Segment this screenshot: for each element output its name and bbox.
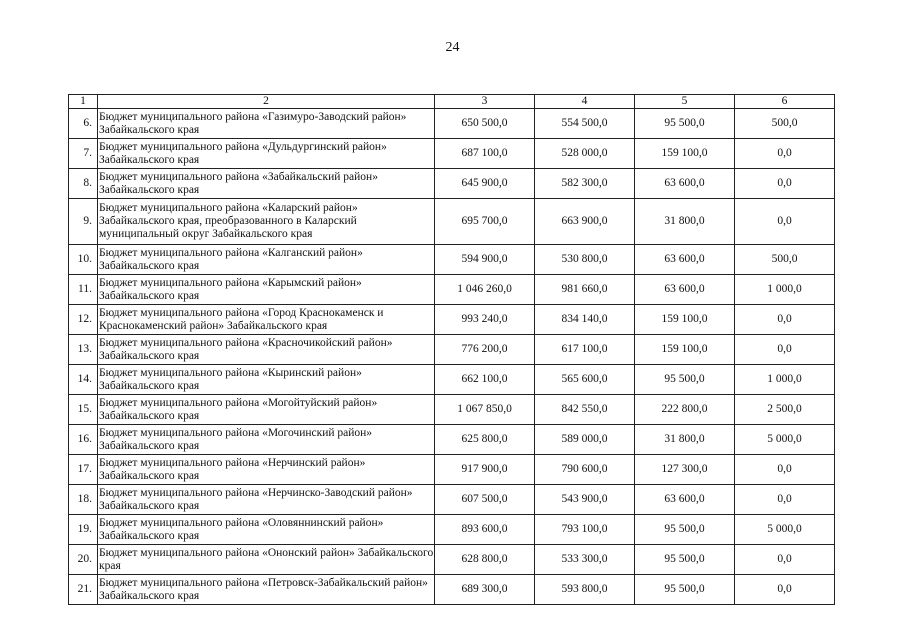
table-row xyxy=(69,395,835,425)
column-header-6: 6 xyxy=(735,95,835,109)
budget-name: Бюджет муниципального района «Кыринский район» Забайкальского края xyxy=(98,365,435,395)
cell-col5: 63 600,0 xyxy=(635,485,735,515)
row-number: 18. xyxy=(69,485,98,515)
column-header-3: 3 xyxy=(435,95,535,109)
cell-col6: 0,0 xyxy=(735,485,835,515)
row-number: 21. xyxy=(69,575,98,605)
row-number: 12. xyxy=(69,305,98,335)
cell-col3: 628 800,0 xyxy=(435,545,535,575)
table-row xyxy=(69,365,835,395)
row-number: 14. xyxy=(69,365,98,395)
table-row xyxy=(69,335,835,365)
cell-col4: 790 600,0 xyxy=(535,455,635,485)
cell-col4: 528 000,0 xyxy=(535,139,635,169)
cell-col6: 0,0 xyxy=(735,455,835,485)
cell-col3: 625 800,0 xyxy=(435,425,535,455)
cell-col4: 834 140,0 xyxy=(535,305,635,335)
row-number: 11. xyxy=(69,275,98,305)
budget-name: Бюджет муниципального района «Забайкальский район» Забайкальского края xyxy=(98,169,435,199)
cell-col5: 127 300,0 xyxy=(635,455,735,485)
cell-col5: 31 800,0 xyxy=(635,199,735,245)
row-number: 17. xyxy=(69,455,98,485)
cell-col6: 0,0 xyxy=(735,199,835,245)
cell-col3: 650 500,0 xyxy=(435,109,535,139)
cell-col5: 222 800,0 xyxy=(635,395,735,425)
cell-col5: 159 100,0 xyxy=(635,139,735,169)
cell-col3: 594 900,0 xyxy=(435,245,535,275)
cell-col3: 776 200,0 xyxy=(435,335,535,365)
table-row xyxy=(69,109,835,139)
budget-name: Бюджет муниципального района «Каларский район» Забайкальского края, преобразованного в Каларский муниципальный округ Забайкальского края xyxy=(98,199,435,245)
cell-col4: 533 300,0 xyxy=(535,545,635,575)
cell-col6: 0,0 xyxy=(735,545,835,575)
cell-col6: 0,0 xyxy=(735,575,835,605)
cell-col6: 0,0 xyxy=(735,169,835,199)
cell-col6: 1 000,0 xyxy=(735,275,835,305)
cell-col3: 662 100,0 xyxy=(435,365,535,395)
cell-col4: 530 800,0 xyxy=(535,245,635,275)
budget-name: Бюджет муниципального района «Нерчинский район» Забайкальского края xyxy=(98,455,435,485)
budget-name: Бюджет муниципального района «Могойтуйский район» Забайкальского края xyxy=(98,395,435,425)
column-header-2: 2 xyxy=(98,95,435,109)
row-number: 20. xyxy=(69,545,98,575)
table-row xyxy=(69,275,835,305)
budget-name: Бюджет муниципального района «Город Краснокаменск и Краснокаменский район» Забайкальского края xyxy=(98,305,435,335)
cell-col6: 1 000,0 xyxy=(735,365,835,395)
column-header-4: 4 xyxy=(535,95,635,109)
page-number: 24 xyxy=(445,40,460,55)
row-number: 6. xyxy=(69,109,98,139)
budget-name: Бюджет муниципального района «Ононский район» Забайкальского края xyxy=(98,545,435,575)
row-number: 13. xyxy=(69,335,98,365)
table-row xyxy=(69,455,835,485)
cell-col6: 500,0 xyxy=(735,245,835,275)
cell-col3: 1 067 850,0 xyxy=(435,395,535,425)
cell-col6: 5 000,0 xyxy=(735,515,835,545)
row-number: 19. xyxy=(69,515,98,545)
cell-col4: 593 800,0 xyxy=(535,575,635,605)
cell-col5: 159 100,0 xyxy=(635,335,735,365)
cell-col6: 2 500,0 xyxy=(735,395,835,425)
cell-col3: 993 240,0 xyxy=(435,305,535,335)
budget-name: Бюджет муниципального района «Петровск-Забайкальский район» Забайкальского края xyxy=(98,575,435,605)
table-row xyxy=(69,305,835,335)
cell-col4: 842 550,0 xyxy=(535,395,635,425)
column-header-1: 1 xyxy=(69,95,98,109)
cell-col4: 589 000,0 xyxy=(535,425,635,455)
cell-col5: 63 600,0 xyxy=(635,245,735,275)
row-number: 8. xyxy=(69,169,98,199)
cell-col4: 663 900,0 xyxy=(535,199,635,245)
budget-name: Бюджет муниципального района «Оловяннинский район» Забайкальского края xyxy=(98,515,435,545)
cell-col3: 917 900,0 xyxy=(435,455,535,485)
budget-name: Бюджет муниципального района «Газимуро-Заводский район» Забайкальского края xyxy=(98,109,435,139)
table-row xyxy=(69,245,835,275)
table-row xyxy=(69,545,835,575)
cell-col4: 582 300,0 xyxy=(535,169,635,199)
row-number: 9. xyxy=(69,199,98,245)
cell-col3: 689 300,0 xyxy=(435,575,535,605)
cell-col4: 793 100,0 xyxy=(535,515,635,545)
cell-col6: 0,0 xyxy=(735,139,835,169)
budget-name: Бюджет муниципального района «Калганский район» Забайкальского края xyxy=(98,245,435,275)
budget-name: Бюджет муниципального района «Красночикойский район» Забайкальского края xyxy=(98,335,435,365)
cell-col3: 687 100,0 xyxy=(435,139,535,169)
cell-col3: 893 600,0 xyxy=(435,515,535,545)
cell-col4: 565 600,0 xyxy=(535,365,635,395)
table-row xyxy=(69,169,835,199)
column-header-5: 5 xyxy=(635,95,735,109)
table-row xyxy=(69,515,835,545)
cell-col5: 31 800,0 xyxy=(635,425,735,455)
row-number: 15. xyxy=(69,395,98,425)
budget-name: Бюджет муниципального района «Могочинский район» Забайкальского края xyxy=(98,425,435,455)
cell-col6: 0,0 xyxy=(735,305,835,335)
table-row xyxy=(69,425,835,455)
cell-col4: 617 100,0 xyxy=(535,335,635,365)
budget-table xyxy=(68,94,835,605)
cell-col5: 63 600,0 xyxy=(635,275,735,305)
cell-col5: 95 500,0 xyxy=(635,365,735,395)
cell-col4: 554 500,0 xyxy=(535,109,635,139)
cell-col6: 0,0 xyxy=(735,335,835,365)
cell-col3: 607 500,0 xyxy=(435,485,535,515)
cell-col4: 981 660,0 xyxy=(535,275,635,305)
cell-col3: 645 900,0 xyxy=(435,169,535,199)
table-header-row xyxy=(69,95,835,109)
cell-col4: 543 900,0 xyxy=(535,485,635,515)
cell-col5: 63 600,0 xyxy=(635,169,735,199)
cell-col5: 95 500,0 xyxy=(635,515,735,545)
budget-name: Бюджет муниципального района «Дульдургинский район» Забайкальского края xyxy=(98,139,435,169)
table-row xyxy=(69,199,835,245)
cell-col5: 95 500,0 xyxy=(635,545,735,575)
cell-col5: 95 500,0 xyxy=(635,575,735,605)
cell-col6: 5 000,0 xyxy=(735,425,835,455)
cell-col3: 1 046 260,0 xyxy=(435,275,535,305)
cell-col5: 95 500,0 xyxy=(635,109,735,139)
cell-col5: 159 100,0 xyxy=(635,305,735,335)
budget-name: Бюджет муниципального района «Нерчинско-Заводский район» Забайкальского края xyxy=(98,485,435,515)
table-row xyxy=(69,139,835,169)
cell-col6: 500,0 xyxy=(735,109,835,139)
row-number: 16. xyxy=(69,425,98,455)
budget-name: Бюджет муниципального района «Карымский район» Забайкальского края xyxy=(98,275,435,305)
table-row xyxy=(69,575,835,605)
cell-col3: 695 700,0 xyxy=(435,199,535,245)
table-row xyxy=(69,485,835,515)
row-number: 7. xyxy=(69,139,98,169)
row-number: 10. xyxy=(69,245,98,275)
